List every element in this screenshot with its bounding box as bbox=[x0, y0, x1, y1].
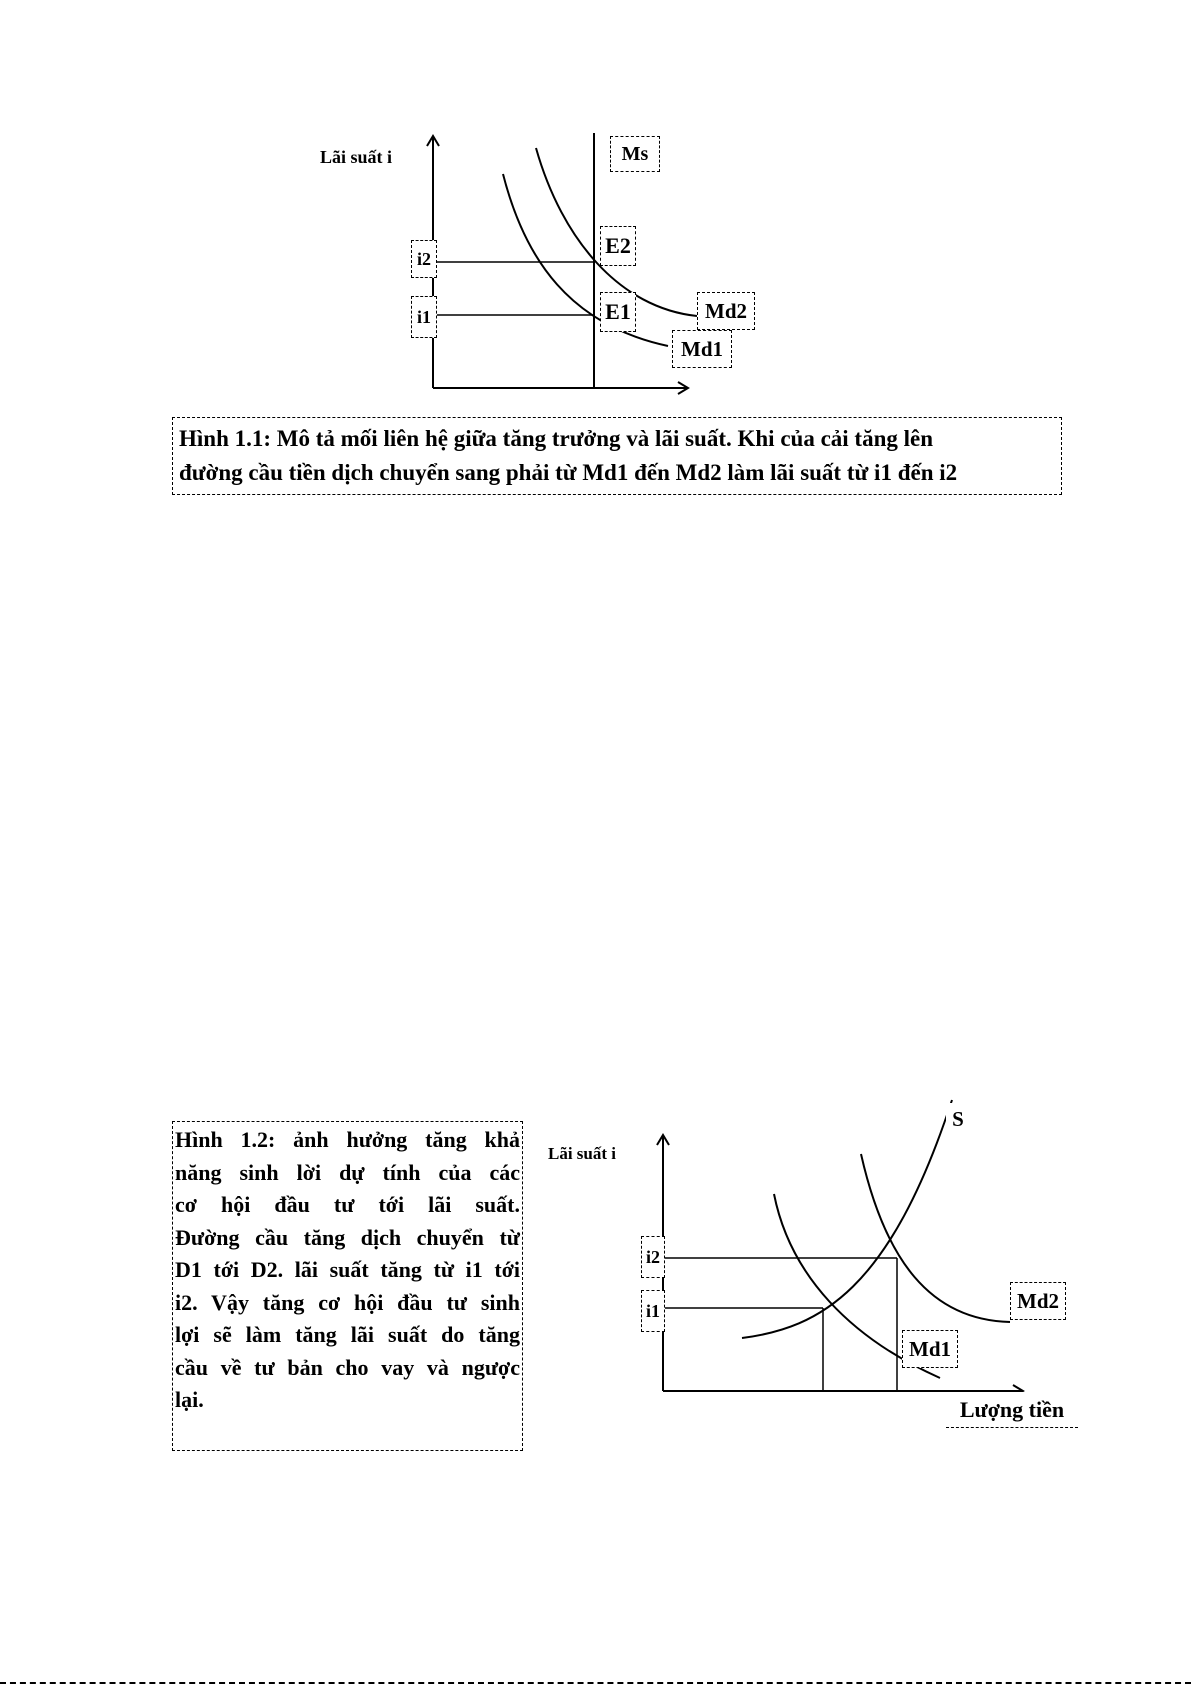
fig1-eq2-label-text: E2 bbox=[605, 233, 631, 258]
fig2-x-axis-label bbox=[946, 1392, 1078, 1428]
fig1-demand1-label bbox=[672, 330, 732, 368]
fig2-demand2-label-text: Md2 bbox=[1017, 1288, 1059, 1313]
fig1-rate1-label-text: i1 bbox=[416, 307, 431, 327]
page-bottom-rule bbox=[0, 1682, 1191, 1686]
fig1-caption bbox=[172, 417, 1062, 495]
fig1-demand1-label-text: Md1 bbox=[681, 336, 723, 361]
fig2-caption bbox=[172, 1121, 523, 1451]
fig1-demand2-label bbox=[697, 292, 755, 330]
fig2-supply-label-text: S bbox=[952, 1106, 964, 1131]
fig1-rate1-label bbox=[411, 296, 437, 338]
fig1-eq2-label bbox=[600, 226, 636, 266]
fig2-caption-line: cơ hội đầu tư tới lãi suất. bbox=[175, 1192, 520, 1217]
fig2-caption-line: lại. bbox=[175, 1387, 204, 1412]
fig2-caption-line: lợi sẽ làm tăng lãi suất do tăng bbox=[175, 1322, 520, 1347]
fig2-caption-line: cầu về tư bản cho vay và ngược bbox=[175, 1354, 520, 1380]
fig2-demand2-curve bbox=[861, 1154, 1010, 1322]
fig1-rate2-label-text: i2 bbox=[416, 249, 431, 269]
fig1-caption-line: Hình 1.1: Mô tả mối liên hệ giữa tăng trưởng và lãi suất. Khi của cải tăng lên bbox=[179, 426, 934, 451]
fig1-eq1-label-text: E1 bbox=[605, 299, 631, 324]
fig2-y-axis-label: Lãi suất i bbox=[548, 1144, 617, 1163]
fig1-demand2-label-text: Md2 bbox=[705, 298, 747, 323]
fig2-rate2-label-text: i2 bbox=[645, 1247, 660, 1267]
figure-1-diagram bbox=[0, 0, 1191, 420]
fig2-demand1-label bbox=[902, 1330, 958, 1368]
fig2-caption-line: Hình 1.2: ảnh hưởng tăng khả bbox=[175, 1127, 520, 1152]
fig2-caption-line: D1 tới D2. lãi suất tăng từ i1 tới bbox=[175, 1257, 520, 1282]
fig2-rate1-label bbox=[641, 1290, 665, 1332]
fig2-caption-line: Đường cầu tăng dịch chuyển từ bbox=[175, 1224, 520, 1250]
fig2-demand2-label bbox=[1010, 1282, 1066, 1320]
fig1-caption-line: đường cầu tiền dịch chuyển sang phải từ Md1 đến Md2 làm lãi suất từ i1 đến i2 bbox=[179, 460, 958, 485]
fig2-rate2-label bbox=[641, 1236, 665, 1278]
fig2-caption-line: i2. Vậy tăng cơ hội đầu tư sinh bbox=[175, 1289, 520, 1315]
fig2-x-axis-label-text: Lượng tiền bbox=[959, 1396, 1065, 1422]
fig2-caption-line: năng sinh lời dự tính của các bbox=[175, 1159, 520, 1185]
fig1-supply-label bbox=[610, 136, 660, 172]
fig1-demand1-curve bbox=[503, 174, 668, 346]
fig2-demand1-label-text: Md1 bbox=[909, 1336, 951, 1361]
fig1-y-axis-label: Lãi suất i bbox=[320, 147, 393, 167]
fig1-supply-label-text: Ms bbox=[621, 143, 649, 165]
fig2-supply-curve bbox=[742, 1100, 952, 1338]
fig1-eq1-label bbox=[600, 292, 636, 332]
fig1-rate2-label bbox=[411, 240, 437, 278]
fig2-rate1-label-text: i1 bbox=[645, 1301, 660, 1321]
fig2-supply-label bbox=[946, 1103, 970, 1135]
